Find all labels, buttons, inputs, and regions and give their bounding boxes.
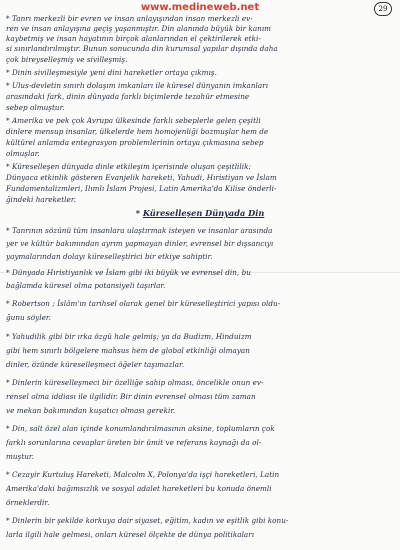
text-line: kaybetmiş ve insan hayatının birçok alanlarından el çektirilerek etki-: [6, 34, 261, 43]
text-line: Amerika'daki bağımsızlık ve sosyal adalet hareketleri bu konuda önemli: [6, 484, 272, 493]
text-line: çok bireyselleşmiş ve sivilleşmiş.: [6, 55, 128, 64]
text-line: örneklerdir.: [6, 498, 50, 507]
text-line: larla ilgili hale gelmesi, onları küresel ölçekte de dünya politikaları: [6, 530, 255, 539]
text-line: * Cezayir Kurtuluş Hareketi, Malcolm X, Polonya'da işçi hareketleri, Latin: [6, 470, 280, 479]
text-line: * Amerika ve pek çok Avrupa ülkesinde farklı sebeplerle gelen çeşitli: [6, 116, 261, 125]
text-line: sebep olmuştur.: [6, 103, 65, 112]
text-line: Dünyaca etkinlik gösteren Evanjelik hareketi, Yahudi, Hıristiyan ve İslam: [6, 173, 277, 182]
text-line: ğunu söyler.: [6, 313, 51, 322]
text-line: arasındaki fark, dinin dünyada farklı biçimlerde tezahür etmesine: [6, 92, 250, 101]
text-line: yaymalarından dolayı küreselleştirici bir etkiye sahiptir.: [6, 252, 213, 261]
text-line: olmuşlar.: [6, 149, 40, 158]
text-line: gibi hem sınırlı bölgelere mahsus hem de global etkinliği olmayan: [6, 346, 250, 355]
text-line: dinler, özünde küreselleşmeci öğeler taşımazlar.: [6, 360, 185, 369]
text-line: si sınırlandırılmıştır. Bunun sonucunda din kurumsal yapılar dışında daha: [6, 44, 278, 53]
text-line: * Dünyada Hıristiyanlık ve İslam gibi iki büyük ve evrensel din, bu: [6, 268, 251, 277]
text-line: ren ve insan anlayışına geçiş yaşanmıştır. Din alanında büyük bir kanım: [6, 24, 272, 33]
text-line: ğindeki hareketler.: [6, 195, 76, 204]
text-line: muştur.: [6, 452, 34, 461]
text-line: * Yahudilik gibi bir ırka özgü hale gelmiş; ya da Budizm, Hinduizm: [6, 332, 252, 341]
text-line: * Ulus-devletin sınırlı dolaşım imkanları ile küresel dünyanın imkanları: [6, 81, 269, 90]
heading-bullet: *: [135, 208, 141, 218]
text-line: * Dinlerin küreselleşmeci bir özelliğe sahip olması, öncelikle onun ev-: [6, 378, 264, 387]
text-line: kültürel anlamda entegrasyon problemlerinin ortaya çıkmasına sebep: [6, 138, 264, 147]
text-line: * Küreselleşen dünyada dinle etkileşim içerisinde oluşan çeşitlilik:: [6, 162, 251, 171]
heading-text: Küreselleşen Dünyada Din: [142, 208, 265, 218]
text-line: * Dinlerin bir şekilde korkuya dair siyaset, eğitim, kadın ve eşitlik gibi konu-: [6, 516, 289, 525]
text-line: * Din, salt özel alan içinde konumlandırılmasının aksine, toplumların çok: [6, 424, 275, 433]
page-number: 29: [374, 2, 392, 16]
text-line: rensel olma iddiası ile ilgilidir. Bir dinin evrensel olması tüm zaman: [6, 392, 256, 401]
text-line: ve mekan bakımından kuşatıcı olması gerekir.: [6, 406, 176, 415]
text-line: farklı sorunlarına cevaplar üreten bir ümit ve referans kaynağı da ol-: [6, 438, 262, 447]
text-line: yer ve kültür bakımından ayrım yapmayan dinler, evrensel bir dışsancıyı: [6, 239, 274, 248]
text-line: bağlamda küresel olma potansiyeli taşırlar.: [6, 281, 166, 290]
section-heading: [0, 208, 400, 218]
text-line: * Tanrının sözünü tüm insanlara ulaştırmak isteyen ve insanlar arasında: [6, 226, 273, 235]
text-line: * Dinin sivilleşmesiyle yeni dini hareketler ortaya çıkmış.: [6, 68, 217, 77]
text-line: Fundamentalizmleri, Ilımlı İslam Projesi, Latin Amerika'da Kilise önderli-: [6, 184, 277, 193]
text-line: dinlere mensup insanlar, ülkelerde hem homojenliği bozmuşlar hem de: [6, 127, 269, 136]
text-line: * Tanrı merkezli bir evren ve insan anlayışından insan merkezli ev-: [6, 14, 253, 23]
text-line: * Robertson ; İslâm'ın tarihsel olarak genel bir küreselleştirici yapısı oldu-: [6, 299, 281, 308]
site-url-watermark: www.medineweb.net: [140, 2, 260, 13]
